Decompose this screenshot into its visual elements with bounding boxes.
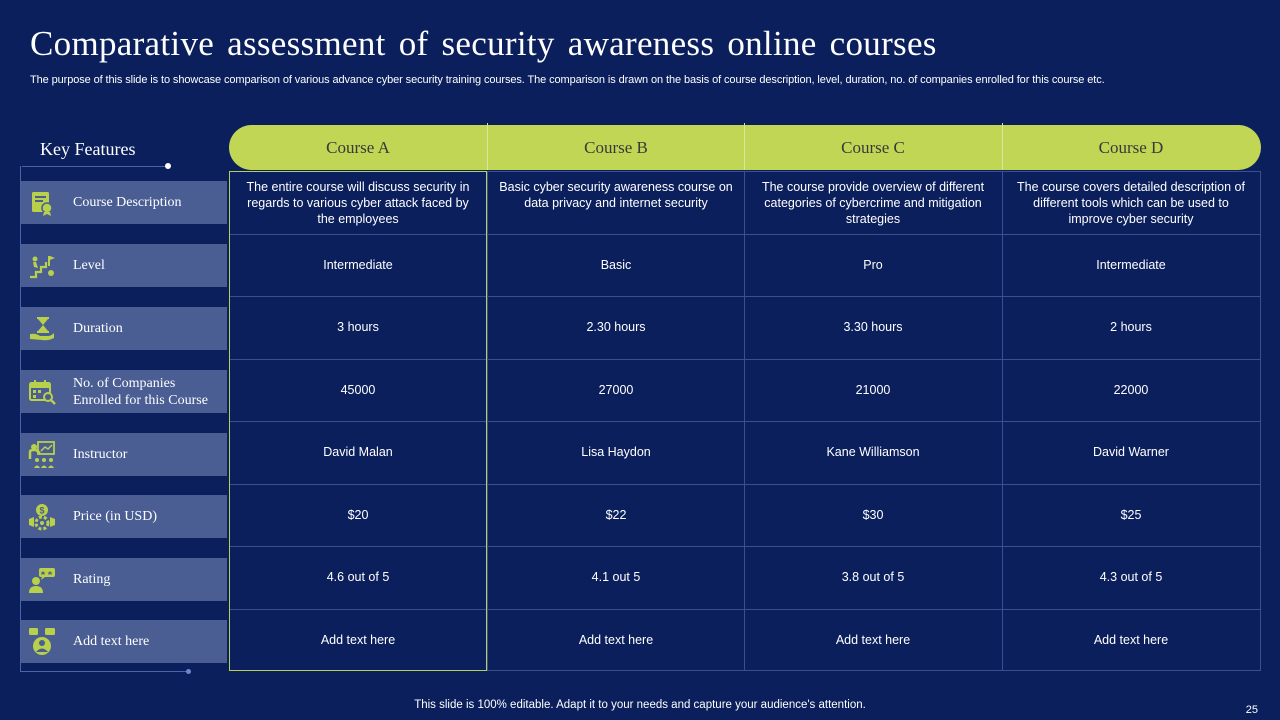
key-features-title: Key Features	[40, 139, 136, 159]
header-separator	[487, 123, 488, 170]
table-cell: Add text here	[835, 632, 911, 647]
header-separator	[1002, 123, 1003, 170]
table-cell: David Warner	[1093, 445, 1169, 460]
table-cell: $22	[605, 507, 627, 522]
table-cell: 2.30 hours	[586, 320, 646, 335]
header-separator	[744, 123, 745, 170]
table-cell: David Malan	[323, 445, 393, 460]
column-header: Course D	[1098, 137, 1164, 157]
table-cell: 2 hours	[1110, 320, 1152, 335]
column-header: Course A	[326, 137, 390, 157]
key-features-bottom-line	[20, 671, 188, 672]
user-rating-icon	[27, 565, 57, 595]
table-cell: Add text here	[1093, 632, 1169, 647]
feature-label: Add text here	[73, 634, 150, 649]
table-cell: Intermediate	[323, 257, 393, 272]
table-cell: 22000	[1113, 382, 1149, 397]
slide-title: Comparative assessment of security awareness online courses	[30, 24, 937, 63]
table-cell: 45000	[340, 382, 376, 397]
money-gear-icon	[27, 502, 57, 532]
feature-row	[21, 370, 227, 413]
table-cell: Basic	[600, 257, 632, 272]
feature-row	[21, 307, 227, 350]
feature-row	[21, 495, 227, 538]
feature-row	[21, 620, 227, 663]
page-number: 25	[1245, 704, 1258, 716]
table-cell: 3.30 hours	[843, 320, 903, 335]
table-cell: $20	[347, 507, 369, 522]
certificate-icon	[27, 188, 57, 218]
svg-text:$: $	[39, 505, 45, 515]
feature-row	[21, 244, 227, 287]
table-cell: The course provide overview of different categories of cybercrime and mitigation strategies	[761, 180, 985, 226]
column-header: Course C	[841, 137, 905, 157]
feature-label: Instructor	[73, 447, 128, 462]
table-cell: Kane Williamson	[826, 445, 920, 460]
table-cell: 3 hours	[337, 320, 379, 335]
feature-label: Price (in USD)	[73, 509, 157, 524]
feature-label: No. of Companies Enrolled for this Course	[73, 375, 208, 408]
feature-row	[21, 181, 227, 224]
feature-row	[21, 433, 227, 476]
table-cell: $30	[862, 507, 884, 522]
slide-footer: This slide is 100% editable. Adapt it to your needs and capture your audience's attention.	[414, 699, 866, 711]
table-cell: $25	[1120, 507, 1142, 522]
teacher-presentation-icon	[27, 440, 57, 470]
table-cell: Basic cyber security awareness course on data privacy and internet security	[499, 180, 733, 210]
slide-subtitle: The purpose of this slide is to showcase comparison of various advance cyber security training courses. The comparison is drawn on the basis of course description, level, duration, no. of companies enrolled for this course etc.	[30, 74, 1105, 86]
feature-label: Duration	[73, 321, 123, 336]
key-features-dot	[165, 163, 171, 169]
key-features-bottom-dot	[186, 669, 191, 674]
stairs-progress-icon	[27, 251, 57, 281]
feature-label: Level	[73, 258, 105, 273]
feature-label: Rating	[73, 572, 111, 587]
column-header: Course B	[584, 137, 648, 157]
table-cell: Pro	[863, 257, 883, 272]
table-cell: 4.6 out of 5	[326, 570, 390, 585]
table-cell: Intermediate	[1096, 257, 1166, 272]
course-a-highlight-frame	[229, 171, 487, 671]
user-chat-icon	[27, 627, 57, 657]
feature-row	[21, 558, 227, 601]
table-cell: 27000	[598, 382, 634, 397]
table-cell: Lisa Haydon	[581, 445, 651, 460]
table-cell: 3.8 out of 5	[841, 570, 905, 585]
table-cell: Add text here	[320, 632, 396, 647]
table-cell: The entire course will discuss security in regards to various cyber attack faced by the employees	[246, 180, 470, 226]
hourglass-hand-icon	[27, 314, 57, 344]
table-cell: 4.3 out of 5	[1099, 570, 1163, 585]
calendar-search-icon	[27, 377, 57, 407]
key-features-top-line	[22, 166, 168, 167]
table-cell: Add text here	[578, 632, 654, 647]
table-cell: The course covers detailed description of different tools which can be used to improve cyber security	[1017, 180, 1245, 226]
table-cell: 4.1 out 5	[591, 570, 641, 585]
feature-label: Course Description	[73, 195, 182, 210]
table-cell: 21000	[855, 382, 891, 397]
